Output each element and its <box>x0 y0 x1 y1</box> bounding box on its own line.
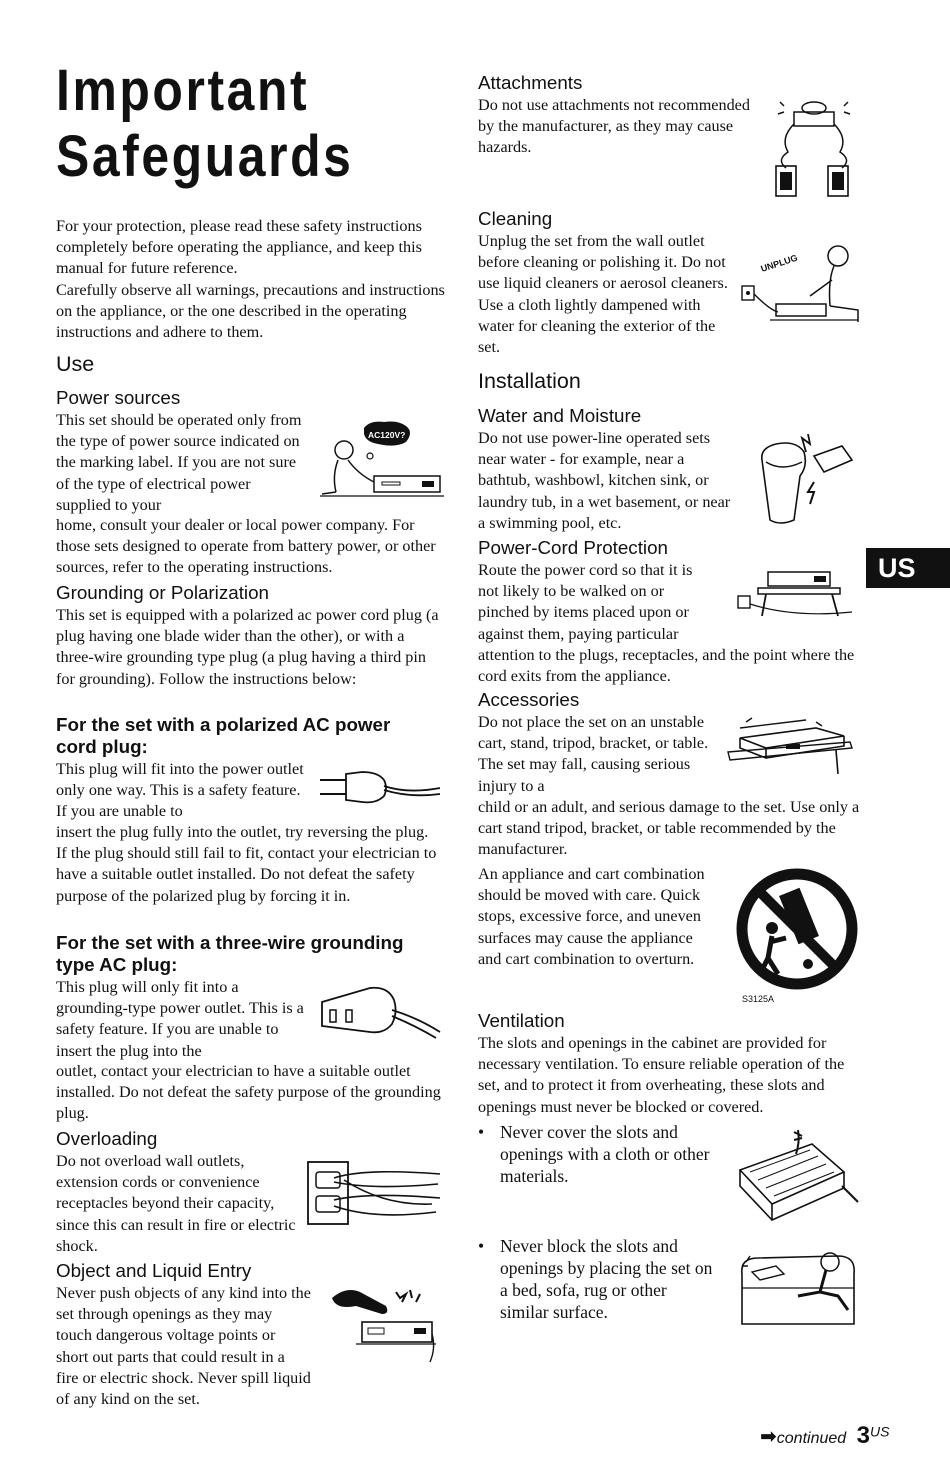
intro-paragraph-2: Carefully observe all warnings, precautions and instructions on the appliance, or the one described in the operating instructions and adhere to them. <box>56 281 445 342</box>
polarized-text: This plug will fit into the power outlet only one way. This is a safety feature. If you are unable to <box>56 760 304 821</box>
language-tab: US <box>866 548 950 588</box>
person-with-device-illustration <box>318 420 446 502</box>
ventilation-text: The slots and openings in the cabinet are provided for necessary ventilation. To ensure reliable operation of the set, and to protect it from overheating, these slots and openings must never be blocked or covered. <box>478 1034 845 1116</box>
grounding-plug-illustration <box>318 984 442 1040</box>
polarized-heading: For the set with a polarized AC power cord plug: <box>56 714 391 757</box>
power-cord-heading: Power-Cord Protection <box>478 537 668 558</box>
title-line-1: Important <box>56 58 310 123</box>
accessories-text-cont: child or an adult, and serious damage to the set. Use only a cart stand tripod, bracket, or table recommended by the manufacturer. <box>478 798 860 859</box>
page-number: 3 <box>856 1422 870 1449</box>
ventilation-heading: Ventilation <box>478 1010 565 1031</box>
attachments-illustration <box>772 98 854 198</box>
power-sources-text-cont: home, consult your dealer or local power company. For those sets designed to operate from battery power, or other sources, refer to the operating instructions. <box>56 516 436 577</box>
accessories-heading: Accessories <box>478 689 580 710</box>
grounding-text: This set is equipped with a polarized ac power cord plug (a plug having one blade wider than the other), or with a three-wire grounding type plug (a plug having a third pin for grounding). Follow the instructions below: <box>56 606 439 688</box>
sofa-illustration <box>738 1244 860 1330</box>
bullet-marker: • <box>478 1236 485 1256</box>
water-moisture-illustration <box>756 432 856 526</box>
ventilation-bullet-1-text: Never cover the slots and openings with a cloth or other materials. <box>500 1122 710 1186</box>
cleaning-text: Unplug the set from the wall outlet before cleaning or polishing it. Do not use liquid cleaners or aerosol cleaners. Use a cloth lightly dampened with water for cleaning the exterior of the set. <box>478 232 728 357</box>
power-sources-text: This set should be operated only from the type of power source indicated on the marking label. If you are not sure of the type of electrical power supplied to your <box>56 411 302 514</box>
unstable-stand-illustration <box>726 716 856 778</box>
ventilation-bullet-2-text: Never block the slots and openings by placing the set on a bed, sofa, rug or other similar surface. <box>500 1236 713 1322</box>
three-wire-text: This plug will only fit into a grounding-type power outlet. This is a safety feature. If you are unable to insert the plug into the <box>56 978 304 1060</box>
power-sources-heading: Power sources <box>56 387 181 408</box>
cleaning-heading: Cleaning <box>478 208 553 229</box>
accessories-text-2: An appliance and cart combination should be moved with care. Quick stops, excessive force, and uneven surfaces may cause the appliance and cart combination to overturn. <box>478 865 705 968</box>
polarized-text-cont: insert the plug fully into the outlet, try reversing the plug. If the plug should still fail to fit, contact your electrician to have a suitable outlet installed. Do not defeat the safety purpose of the polarized plug by forcing it in. <box>56 823 437 905</box>
bullet-marker: • <box>478 1122 485 1142</box>
overloaded-outlet-illustration <box>304 1160 444 1226</box>
illustration-caption: S3125A <box>742 994 775 1004</box>
power-cord-text: Route the power cord so that it is not likely to be walked on or pinched by items placed upon or against them, paying particular <box>478 561 693 643</box>
speech-bubble-text: AC120V? <box>368 430 406 440</box>
ventilation-bullet-2 <box>478 1235 718 1323</box>
attachments-heading: Attachments <box>478 72 583 93</box>
power-cord-table-illustration <box>734 568 854 620</box>
object-liquid-text: Never push objects of any kind into the set through openings as they may touch dangerous voltage points or short out parts that could result in a fire or electric shock. Never spill liquid of any kind on the set. <box>56 1284 311 1409</box>
overloading-heading: Overloading <box>56 1128 158 1149</box>
object-liquid-heading: Object and Liquid Entry <box>56 1260 252 1281</box>
water-text: Do not use power-line operated sets near water - for example, near a bathtub, washbowl, kitchen sink, or laundry tub, in a wet basement, or near a swimming pool, etc. <box>478 429 731 532</box>
unplug-label: UNPLUG <box>759 252 799 274</box>
title-line-2: Safeguards <box>56 124 354 189</box>
page-title <box>56 58 402 190</box>
ventilation-bullet-1 <box>478 1121 718 1187</box>
grounding-heading: Grounding or Polarization <box>56 582 269 603</box>
polarized-plug-illustration <box>318 768 442 810</box>
covered-slots-illustration <box>736 1126 864 1226</box>
liquid-spill-illustration <box>326 1284 438 1366</box>
intro-paragraph: For your protection, please read these safety instructions completely before operating the appliance, and keep this manual for future reference. <box>56 217 422 278</box>
power-cord-text-cont: attention to the plugs, receptacles, and the point where the cord exits from the appliance. <box>478 646 855 686</box>
three-wire-text-cont: outlet, contact your electrician to have a suitable outlet installed. Do not defeat the safety purpose of the grounding plug. <box>56 1062 441 1123</box>
continued-label: continued <box>776 1430 847 1447</box>
continue-arrow-icon: ➡ <box>760 1426 777 1448</box>
attachments-text: Do not use attachments not recommended by the manufacturer, as they may cause hazards. <box>478 96 750 157</box>
page-number-suffix: US <box>869 1423 890 1440</box>
overloading-text: Do not overload wall outlets, extension cords or convenience receptacles beyond their capacity, since this can result in fire or electric shock. <box>56 1152 296 1255</box>
cart-warning-symbol <box>736 868 858 990</box>
unplug-cleaning-illustration <box>740 240 860 324</box>
accessories-text: Do not place the set on an unstable cart, stand, tripod, bracket, or table. The set may fall, causing serious injury to a <box>478 713 709 795</box>
page-footer <box>760 1422 889 1450</box>
water-heading: Water and Moisture <box>478 405 642 426</box>
installation-heading: Installation <box>478 369 581 393</box>
use-heading: Use <box>56 352 95 376</box>
three-wire-heading: For the set with a three-wire grounding type AC plug: <box>56 932 404 975</box>
